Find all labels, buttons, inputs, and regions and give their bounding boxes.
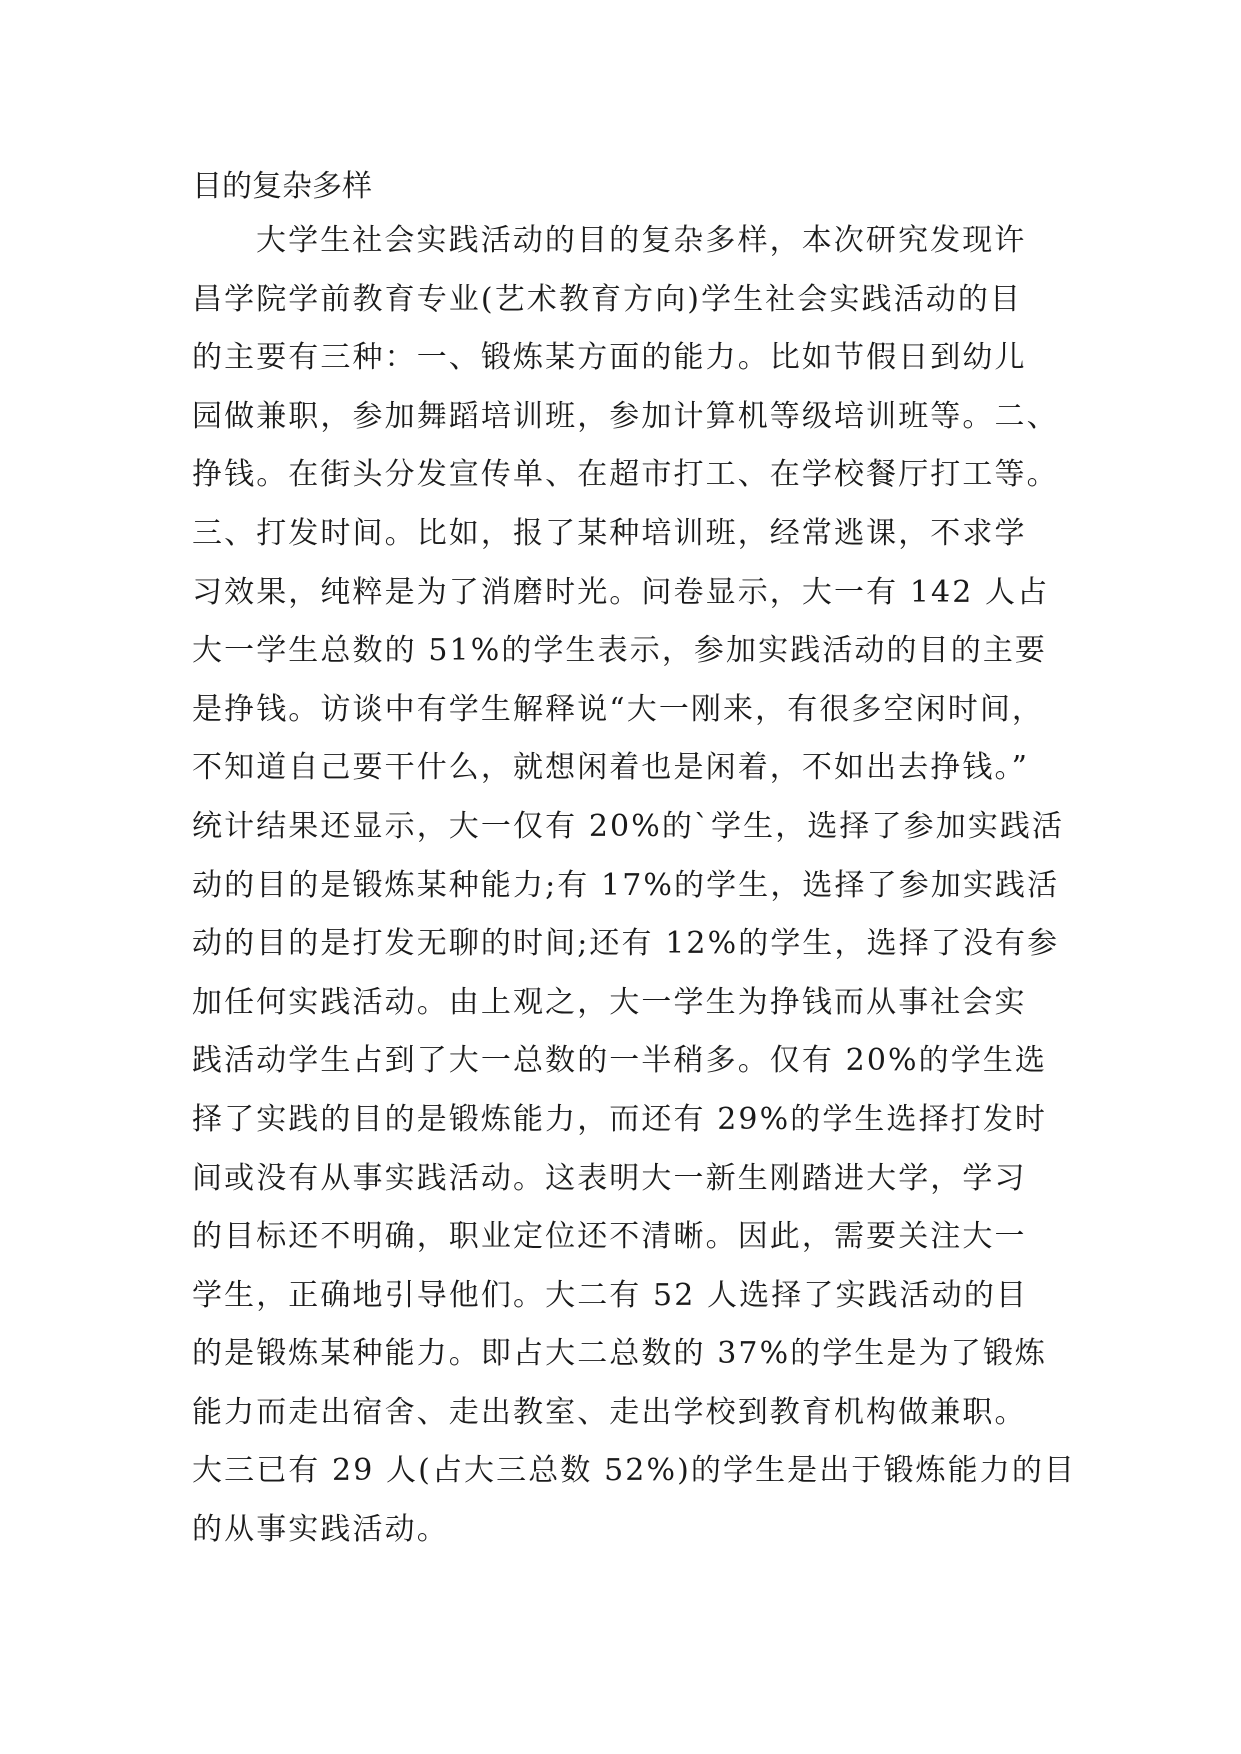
- paragraph-line: 三、打发时间。比如，报了某种培训班，经常逃课，不求学: [192, 515, 1027, 551]
- paragraph-line: 的目标还不明确，职业定位还不清晰。因此，需要关注大一: [192, 1219, 1027, 1255]
- paragraph-line: 践活动学生占到了大一总数的一半稍多。仅有 20%的学生选: [192, 1043, 1048, 1079]
- paragraph-line: 习效果，纯粹是为了消磨时光。问卷显示，大一有 142 人占: [192, 574, 1050, 610]
- paragraph-line: 择了实践的目的是锻炼能力，而还有 29%的学生选择打发时: [192, 1101, 1048, 1137]
- paragraph-line: 动的目的是打发无聊的时间;还有 12%的学生，选择了没有参: [192, 926, 1060, 962]
- paragraph-line: 的是锻炼某种能力。即占大二总数的 37%的学生是为了锻炼: [192, 1336, 1048, 1372]
- paragraph-line: 昌学院学前教育专业(艺术教育方向)学生社会实践活动的目: [192, 281, 1023, 317]
- paragraph-line: 动的目的是锻炼某种能力;有 17%的学生，选择了参加实践活: [192, 867, 1060, 903]
- paragraph-line: 不知道自己要干什么，就想闲着也是闲着，不如出去挣钱。”: [192, 750, 1030, 786]
- paragraph-line: 大三已有 29 人(占大三总数 52%)的学生是出于锻炼能力的目: [192, 1453, 1077, 1489]
- paragraph: [192, 212, 1077, 1560]
- paragraph-line: 园做兼职，参加舞蹈培训班，参加计算机等级培训班等。二、: [192, 398, 1059, 434]
- paragraph-line: 的主要有三种：一、锻炼某方面的能力。比如节假日到幼儿: [192, 340, 1027, 376]
- paragraph-line: 是挣钱。访谈中有学生解释说“大一刚来，有很多空闲时间，: [192, 691, 1045, 727]
- paragraph-line: 学生，正确地引导他们。大二有 52 人选择了实践活动的目: [192, 1277, 1029, 1313]
- paragraph-line: 大学生社会实践活动的目的复杂多样，本次研究发现许: [256, 223, 1027, 258]
- section-heading: 目的复杂多样: [192, 169, 372, 204]
- paragraph-line: 加任何实践活动。由上观之，大一学生为挣钱而从事社会实: [192, 984, 1027, 1020]
- paragraph-line: 间或没有从事实践活动。这表明大一新生刚踏进大学，学习: [192, 1160, 1027, 1196]
- paragraph-line: 统计结果还显示，大一仅有 20%的`学生，选择了参加实践活: [192, 808, 1065, 844]
- paragraph-line: 能力而走出宿舍、走出教室、走出学校到教育机构做兼职。: [192, 1394, 1027, 1430]
- paragraph-line: 大一学生总数的 51%的学生表示，参加实践活动的目的主要: [192, 633, 1048, 669]
- paragraph-line: 的从事实践活动。: [192, 1512, 449, 1548]
- paragraph-line: 挣钱。在街头分发宣传单、在超市打工、在学校餐厅打工等。: [192, 457, 1059, 493]
